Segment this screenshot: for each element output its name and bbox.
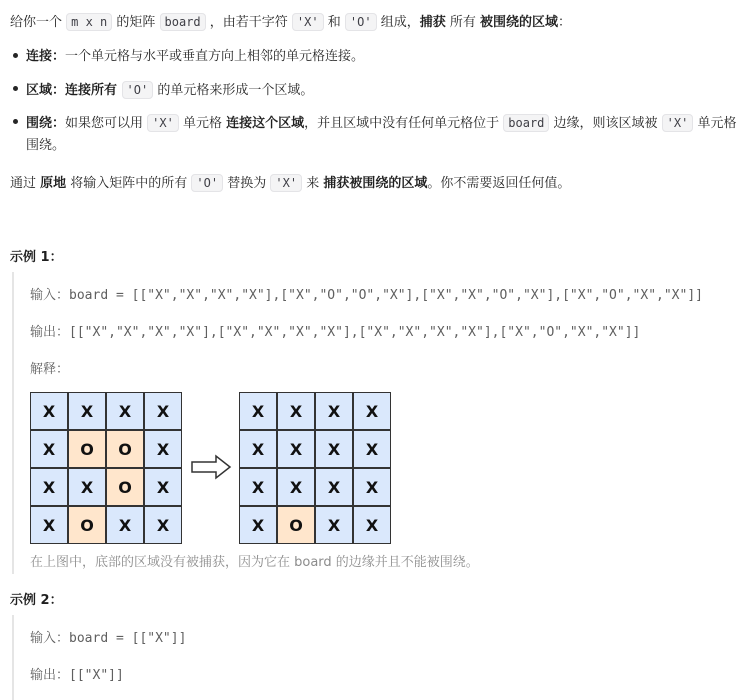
example1-explain-label: 解释： [30, 362, 70, 377]
bullet-dot [13, 119, 18, 124]
grid-cell: X [144, 392, 182, 430]
example2-input: 输入：board = [["X"]] [30, 631, 187, 646]
grid-after [239, 392, 391, 544]
grid-cell: X [30, 430, 68, 468]
grid-cell: X [239, 506, 277, 544]
example1-caption: 在上图中，底部的区域没有被捕获，因为它在 board 的边缘并且不能被围绕。 [30, 555, 479, 570]
grid-cell: X [277, 468, 315, 506]
example2-block [12, 615, 744, 700]
example2-title: 示例 2： [10, 593, 63, 608]
bullet-surround: 围绕：如果您可以用 'X' 单元格 连接这个区域，并且区域中没有任何单元格位于 board 边缘，则该区域被 'X' 单元格围绕。 [10, 112, 740, 157]
grid-before [30, 392, 182, 544]
bullet-dot [13, 53, 18, 58]
grid-cell: X [239, 468, 277, 506]
grid-cell: O [106, 468, 144, 506]
grid-cell: O [68, 506, 106, 544]
bullet-region: 区域：连接所有 'O' 的单元格来形成一个区域。 [10, 79, 740, 102]
right-arrow-icon [190, 454, 232, 480]
example1-output: 输出：[["X","X","X","X"],["X","X","X","X"],["X","X","X","X"],["X","O","X","X"]] [30, 325, 641, 340]
grid-cell: O [277, 506, 315, 544]
code-x: 'X' [292, 13, 324, 31]
grid-cell: X [315, 430, 353, 468]
bullet-dot [13, 86, 18, 91]
bullet-connect: 连接：一个单元格与水平或垂直方向上相邻的单元格连接。 [10, 46, 740, 68]
grid-cell: X [353, 468, 391, 506]
intro-paragraph: 给你一个 m x n 的矩阵 board ，由若干字符 'X' 和 'O' 组成，捕获 所有 被围绕的区域： [10, 15, 572, 30]
grid-cell: X [277, 392, 315, 430]
grid-cell: X [68, 468, 106, 506]
grid-cell: X [30, 506, 68, 544]
grid-cell: X [106, 392, 144, 430]
example1-title: 示例 1： [10, 250, 63, 265]
grid-cell: X [353, 506, 391, 544]
grid-cell: O [106, 430, 144, 468]
grid-cell: X [315, 506, 353, 544]
grid-cell: X [106, 506, 144, 544]
summary-paragraph: 通过 原地 将输入矩阵中的所有 'O' 替换为 'X' 来 捕获被围绕的区域。你不需要返回任何值。 [10, 176, 571, 191]
grid-cell: X [315, 468, 353, 506]
example1-block [12, 272, 744, 574]
grid-cell: X [315, 392, 353, 430]
grid-cell: X [353, 392, 391, 430]
grid-cell: X [30, 392, 68, 430]
code-o: 'O' [345, 13, 377, 31]
grid-cell: X [30, 468, 68, 506]
grid-cell: X [239, 430, 277, 468]
example1-input: 输入：board = [["X","X","X","X"],["X","O","O","X"],["X","X","O","X"],["X","O","X","X"]] [30, 288, 703, 303]
grid-cell: X [68, 392, 106, 430]
grid-cell: O [68, 430, 106, 468]
grid-cell: X [144, 468, 182, 506]
grid-cell: X [277, 430, 315, 468]
grid-cell: X [353, 430, 391, 468]
code-mxn: m x n [66, 13, 112, 31]
example2-output: 输出：[["X"]] [30, 668, 124, 683]
grid-cell: X [144, 430, 182, 468]
grid-cell: X [239, 392, 277, 430]
code-board: board [160, 13, 206, 31]
grid-cell: X [144, 506, 182, 544]
